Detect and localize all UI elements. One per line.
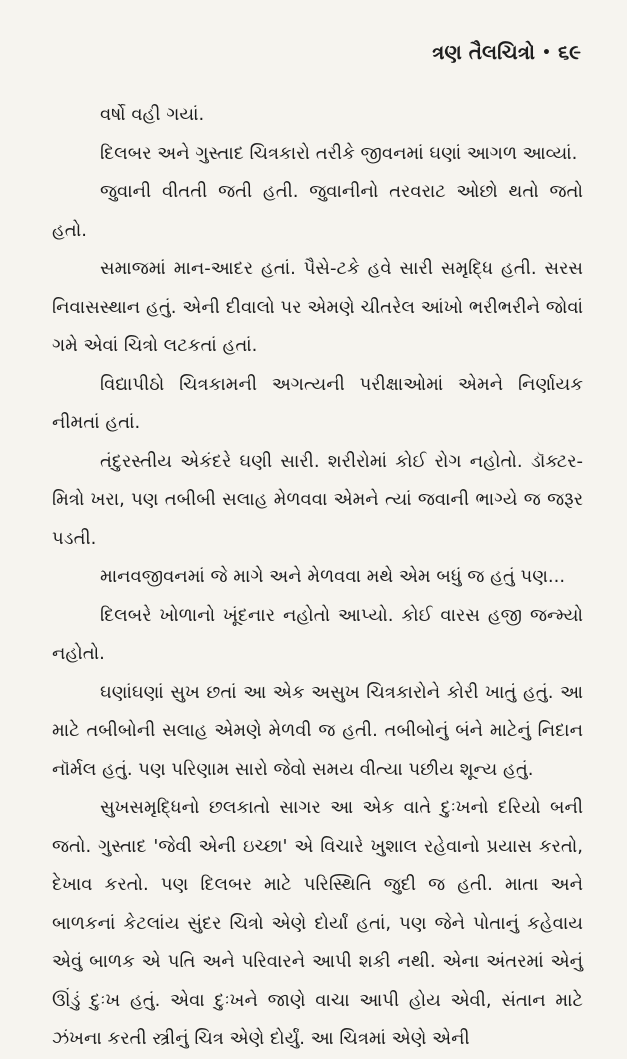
paragraph: તંદુરસ્તીય એકંદરે ઘણી સારી. શરીરોમાં કોઈ રોગ નહોતો. ડૉક્ટર-મિત્રો ખરા, પણ તબીબી સલાહ મેળવવા એમને ત્યાં જવાની ભાગ્યે જ જરૂર પડતી. [52,450,583,549]
paragraph: ઘણાંઘણાં સુખ છતાં આ એક અસુખ ચિત્રકારોને કોરી ખાતું હતું. આ માટે તબીબોની સલાહ એમણે મેળવી જ હતી. તબીબોનું બંને માટેનું નિદાન નૉર્મલ હતું. પણ પરિણામ સારો જેવો સમય વીત્યા પછીય શૂન્ય હતું. [52,681,583,780]
paragraph: સમાજમાં માન-આદર હતાં. પૈસે-ટકે હવે સારી સમૃદ્ધિ હતી. સરસ નિવાસસ્થાન હતું. એની દીવાલો પર એમણે ચીતરેલ આંખો ભરીભરીને જોવાં ગમે એવાં ચિત્રો લટકતાં હતાં. [52,258,583,356]
paragraph: દિલબરે ખોળાનો ખૂંદનાર નહોતો આપ્યો. કોઈ વારસ હજી જન્મ્યો નહોતો. [52,604,583,664]
header-separator: • [542,45,551,61]
paragraph: વિદ્યાપીઠો ચિત્રકામની અગત્યની પરીક્ષાઓમાં એમને નિર્ણાયક નીમતાં હતાં. [52,373,583,433]
running-title: ત્રણ તૈલચિત્રો [432,40,535,64]
paragraph: સુખસમૃદ્ધિનો છલકાતો સાગર આ એક વાતે દુઃખનો દરિયો બની જતો. ગુસ્તાદ 'જેવી એની ઇચ્છા' એ વિચારે ખુશાલ રહેવાનો પ્રયાસ કરતો, દેખાવ કરતો. પણ દિલબર માટે પરિસ્થિતિ જુદી જ હતી. માતા અને બાળકનાં કેટલાંય સુંદર ચિત્રો એણે દોર્યાં હતાં, પણ જેને પોતાનું કહેવાય એવું બાળક એ પતિ અને પરિવારને આપી શકી નથી. એના અંતરમાં એનું ઊંડું દુઃખ હતું. એવા દુઃખને જાણે વાચા આપી હોય એવી, સંતાન માટે ઝંખના કરતી સ્ત્રીનું ચિત્ર એણે દોર્યું. આ ચિત્રમાં એણે એની [52,797,583,1049]
page-header [52,34,581,70]
paragraph: વર્ષો વહી ગયાં. [100,104,205,125]
page-number: ૬૯ [557,40,581,64]
paragraph: માનવજીવનમાં જે માગે અને મેળવવા મથે એમ બધું જ હતું પણ... [100,566,566,587]
body-text [52,96,583,1059]
paragraph: જુવાની વીતતી જતી હતી. જુવાનીનો તરવરાટ ઓછો થતો જતો હતો. [52,181,583,241]
paragraph: દિલબર અને ગુસ્તાદ ચિત્રકારો તરીકે જીવનમાં ઘણાં આગળ આવ્યાં. [100,142,578,164]
